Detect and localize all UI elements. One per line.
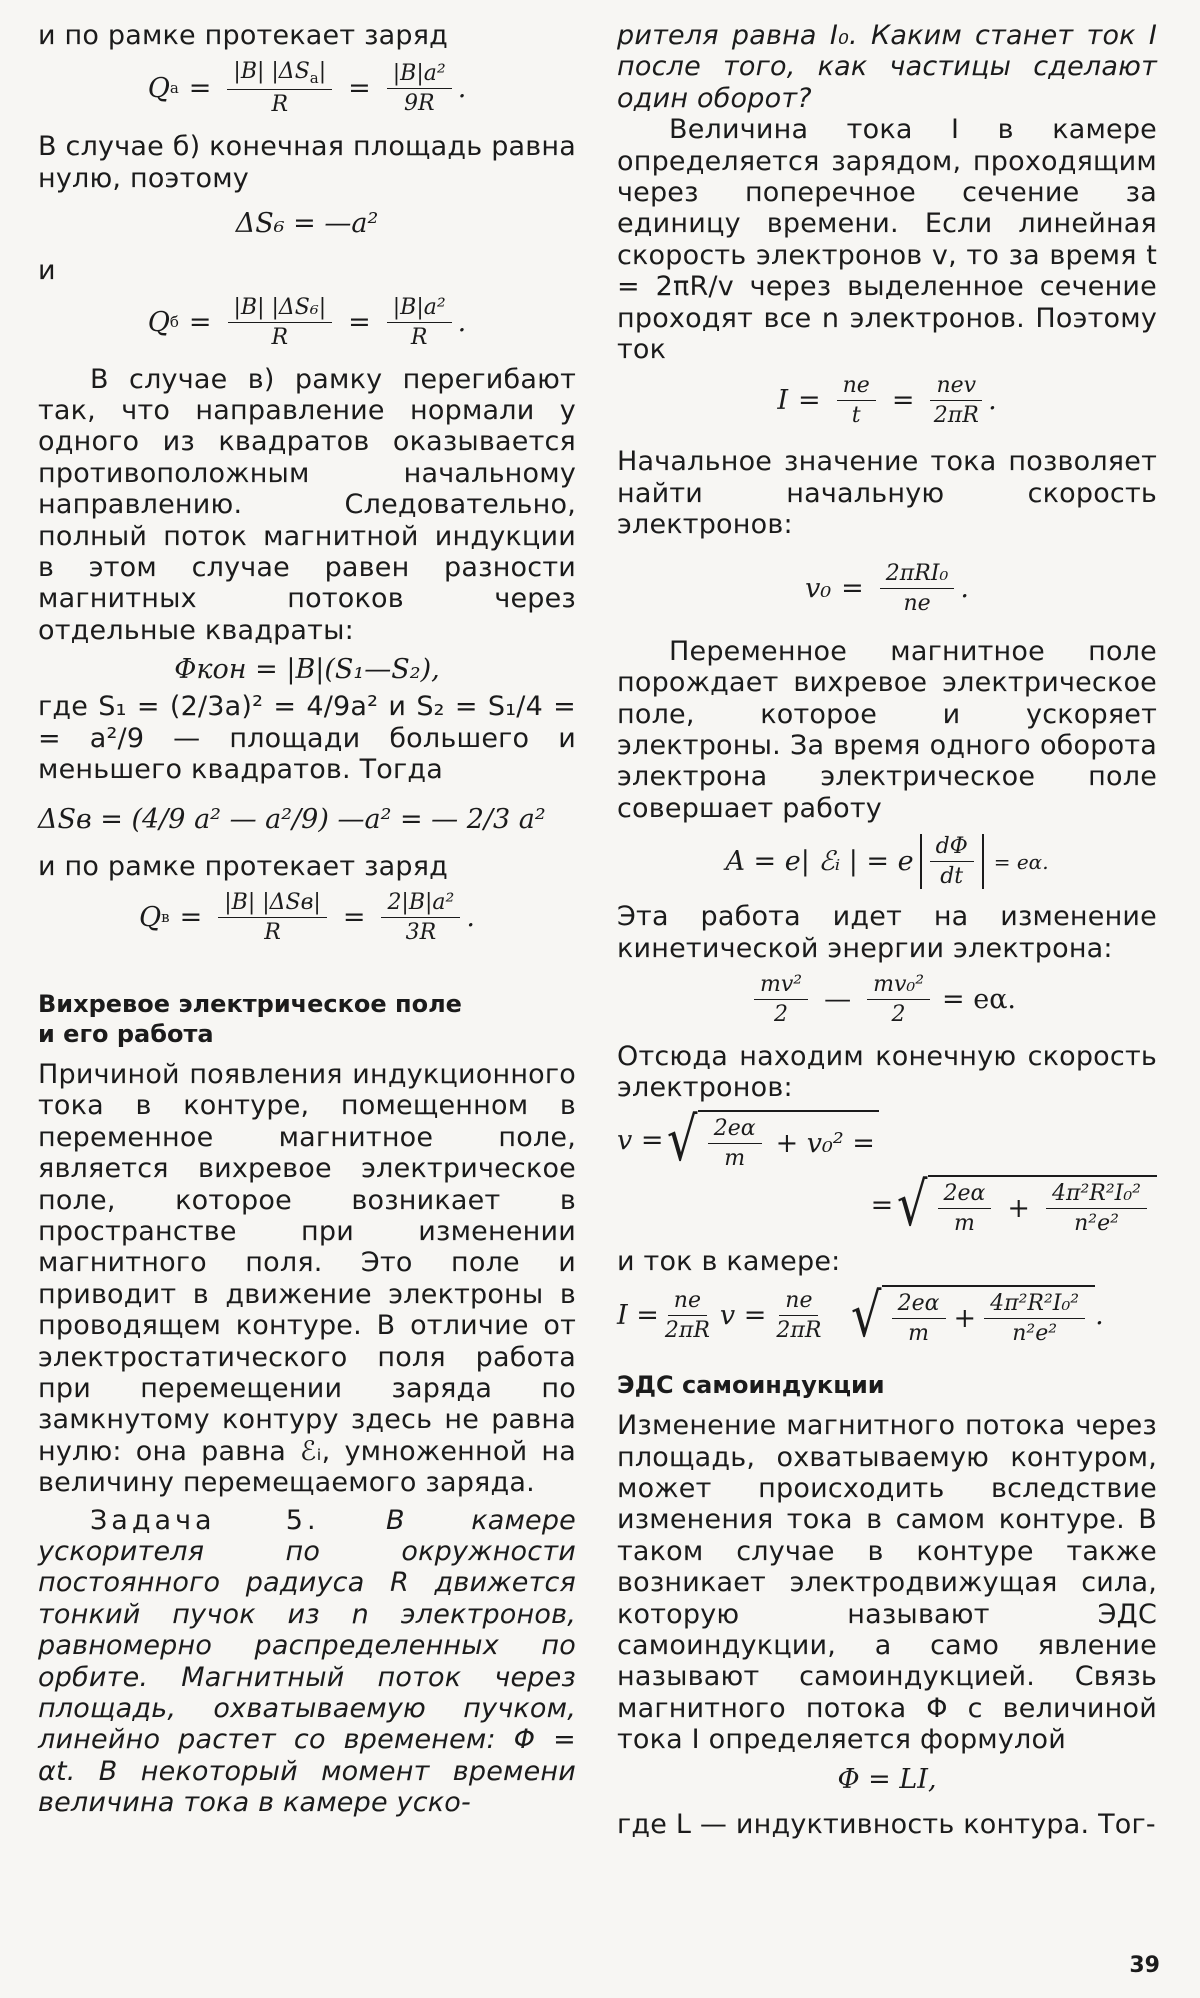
section-heading-self-induction: ЭДС самоиндукции [617, 1371, 885, 1400]
equation-energy: $\frac{\text{mv²}}{2}$ — $\frac{\text{mv₀²}}{2}$ = eα. [617, 972, 1157, 1027]
task-text: В камере ускорителя по окружности постоянного радиуса R движется тонкий пучок из n электронов, равномерно распределенных по орбите. Магнитный поток через площадь, охватываемую пучком, линейно растет со временем: Φ = αt. В некоторый момент времени величина тока в камере уско- [38, 1504, 576, 1819]
task-label: Задача 5. [90, 1504, 320, 1536]
paragraph: Величина тока I в камере определяется зарядом, проходящим через поперечное сечение за единицу времени. Если линейная скорость электронов v, то за время t = 2πR/v через выделенное сечение проходят все n электронов. Поэтому ток [617, 114, 1157, 366]
paragraph: и по рамке протекает заряд [38, 20, 449, 51]
equation-v-line2: = √ $\frac{2e\alpha}{m}$ + $\frac{\text{4π²R²I₀²}}{\text{n²e²}}$ [617, 1175, 1157, 1236]
paragraph: где S₁ = (2/3a)² = 4/9a² и S₂ = S₁/4 = = a²/9 — площади большего и меньшего квадратов. Тогда [38, 691, 576, 786]
section-heading-vortex-field: Вихревое электрическое поле и его работа [38, 989, 462, 1048]
equation-v0: v₀ = $\frac{\text{2πRI₀}}{ne}$ . [805, 560, 969, 616]
left-column [38, 20, 576, 1819]
task-paragraph [38, 1505, 576, 1819]
equation-work: A = e| ℰᵢ | = e $\frac{d\Phi}{dt}$ = eα. [725, 834, 1049, 890]
equation-q-6: Q б = $\frac{\text{|B| |ΔS₆|}}{R}$ = $\frac{\text{|B|a²}}{R}$ . [147, 294, 467, 350]
equation-ds-v: ΔSв = (4/9 a² — a²/9) —a² = — 2/3 a² [38, 803, 546, 835]
paragraph: и [38, 255, 56, 287]
paragraph: Отсюда находим конечную скорость электронов: [617, 1040, 1157, 1104]
paragraph: и по рамке протекает заряд [38, 850, 449, 882]
paragraph: Изменение магнитного потока через площадь, охватываемую контуром, может происходить вследствие изменения тока в самом контуре. В таком случае в контуре также возникает электродвижущая сила, которую называют ЭДС самоиндукции, а само явление называют самоиндукцией. Связь магнитного потока Φ с величиной тока I определяется формулой [617, 1410, 1157, 1756]
paragraph: Причиной появления индукционного тока в контуре, помещенном в переменное магнитное поле, является вихревое электрическое поле, которое возникает в пространстве при изменении магнитного поля. Это поле и приводит в движение электроны в проводящем контуре. В отличие от электростатического поля работа при перемещении заряда по замкнутому контуру здесь не равна нулю: она равна ℰᵢ, умноженной на величину перемещаемого заряда. [38, 1058, 576, 1499]
equation-phi-kon: Φкон = |B|(S₁—S₂), [174, 654, 440, 686]
task-continuation: рителя равна I₀. Каким станет ток I после того, как частицы сделают один оборот? [617, 20, 1157, 114]
equation-i: I = $\frac{ne}{t}$ = $\frac{\text{nev}}{2\pi R}$ . [777, 373, 997, 429]
equation-phi-li: Φ = LI, [837, 1763, 937, 1795]
paragraph: Эта работа идет на изменение кинетической энергии электрона: [617, 901, 1157, 964]
equation-q-v: Q в = $\frac{\text{|B| |ΔSв|}}{R}$ = $\frac{\text{2|B|a²}}{3R}$ . [139, 889, 475, 945]
equation-i-final: I = $\frac{ne}{2\pi R}$ v = $\frac{ne}{2\pi R}$ √ $\frac{2e\alpha}{m}$ + $\frac{\text{4π²R²I₀²}}{\text{n²e²}}$ . [617, 1280, 1104, 1351]
page-number: 39 [1129, 1953, 1160, 1978]
equation-q-a: Q а = $\frac{|B| |\Delta S_а|}{R}$ = $\frac{\text{|B|a²}}{9R}$ . [147, 59, 467, 118]
paragraph: В случае б) конечная площадь равна нулю, поэтому [38, 131, 576, 194]
right-column [617, 20, 1157, 1840]
paragraph: Переменное магнитное поле порождает вихревое электрическое поле, которое и ускоряет электроны. За время одного оборота электрона электрическое поле совершает работу [617, 635, 1157, 824]
equation-v-line1: v = √ $\frac{2e\alpha}{m}$ + v₀² = [617, 1110, 1157, 1171]
equation-ds6: ΔS₆ = —a² [235, 208, 379, 240]
paragraph: и ток в камере: [617, 1245, 841, 1277]
paragraph: Начальное значение тока позволяет найти начальную скорость электронов: [617, 446, 1157, 541]
paragraph: где L — индуктивность контура. Тог- [617, 1808, 1156, 1840]
paragraph: В случае в) рамку перегибают так, что направление нормали у одного из квадратов оказывается противоположным начальному направлению. Следовательно, полный поток магнитной индукции в этом случае равен разности магнитных потоков через отдельные квадраты: [38, 363, 576, 646]
